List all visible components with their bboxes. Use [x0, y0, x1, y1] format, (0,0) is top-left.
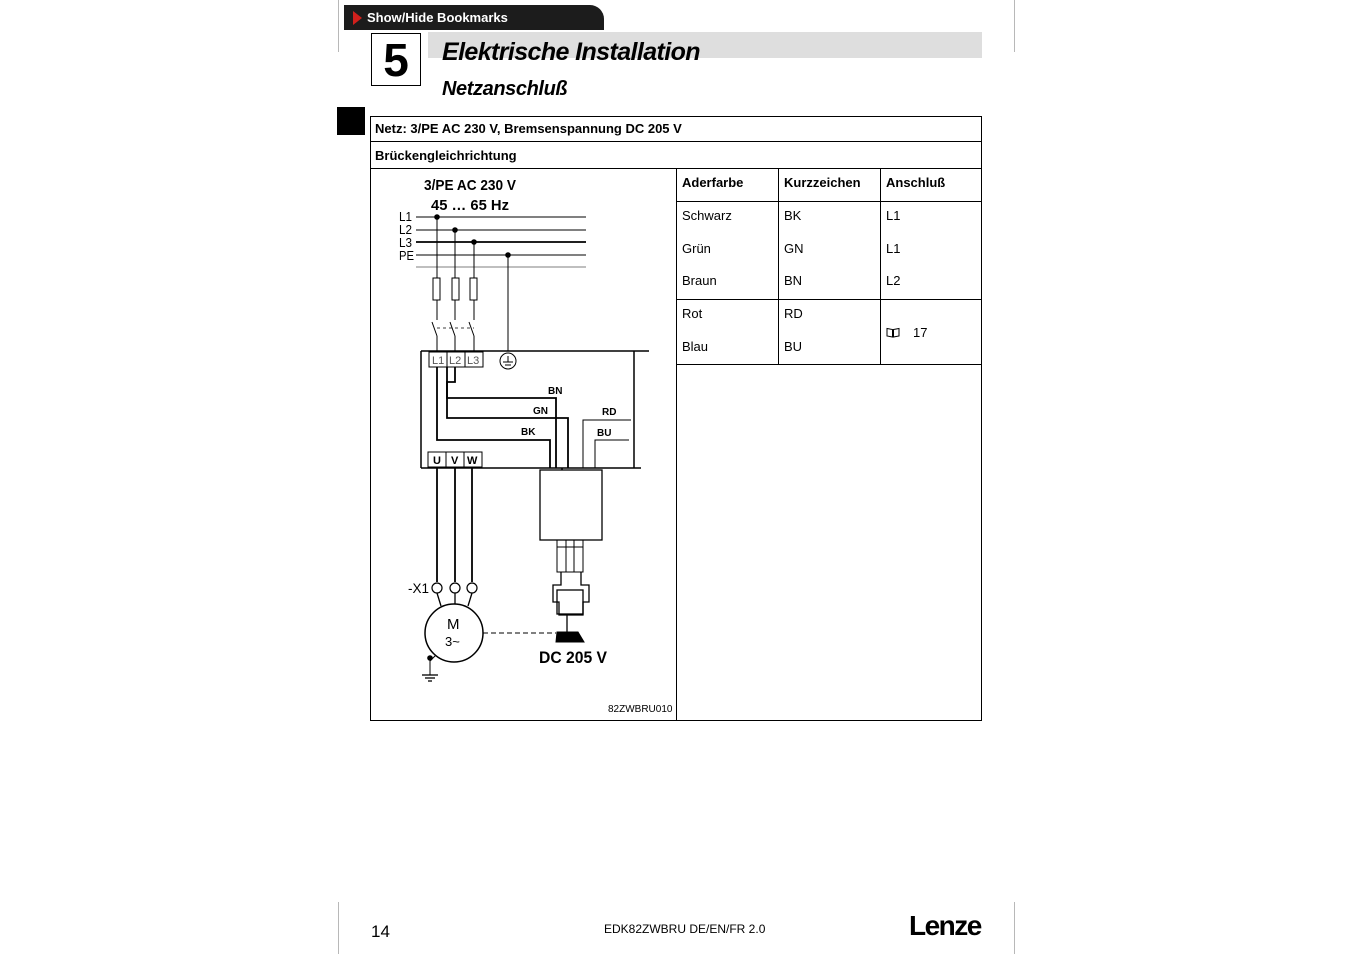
terminal-in-l1: L1: [432, 355, 445, 367]
chapter-number: 5: [371, 33, 421, 86]
table-row-2-farbe: Grün: [682, 241, 711, 256]
page-reference[interactable]: [886, 325, 927, 340]
table-row-1-kurz: BK: [784, 208, 802, 223]
table-header-rectifier: Brückengleichrichtung: [370, 142, 982, 169]
page-right-rule-top: [1014, 0, 1015, 52]
line-label-l1: L1: [399, 209, 412, 224]
divider-group1: [676, 299, 982, 300]
line-label-l2: L2: [399, 222, 412, 237]
page-title: Elektrische Installation: [442, 38, 700, 66]
terminal-out-v: V: [451, 455, 459, 467]
connector-label: -X1: [408, 580, 430, 596]
col-header-kurzzeichen: Kurzzeichen: [784, 175, 861, 190]
diagram-code: 82ZWBRU010: [608, 704, 673, 715]
terminal-in-l3: L3: [467, 355, 480, 367]
page-left-rule-top: [338, 0, 339, 52]
terminal-out-u: U: [433, 455, 441, 467]
col-header-aderfarbe: Aderfarbe: [682, 175, 744, 190]
table-row-1-anschluss: L1: [886, 208, 901, 223]
show-hide-bookmarks-button[interactable]: [344, 5, 604, 30]
page-left-rule-bottom: [338, 902, 339, 954]
book-icon: [886, 327, 900, 338]
motor-label: M: [447, 616, 460, 633]
supply-label: 3/PE AC 230 V: [424, 177, 516, 194]
table-row-5-kurz: BU: [784, 339, 803, 354]
divider-col2: [880, 169, 881, 365]
divider-diagram: [676, 169, 677, 721]
table-row-5-farbe: Blau: [682, 339, 709, 354]
page-right-rule-bottom: [1014, 902, 1015, 954]
table-row-1-farbe: Schwarz: [682, 208, 732, 223]
table-row-2-anschluss: L1: [886, 241, 901, 256]
line-label-l3: L3: [399, 235, 412, 250]
wire-label-gn: GN: [533, 406, 548, 417]
page-subtitle: Netzanschluß: [442, 78, 568, 100]
table-row-3-farbe: Braun: [682, 273, 717, 288]
table-header-supply: Netz: 3/PE AC 230 V, Bremsenspannung DC 205 V: [370, 116, 982, 142]
wire-label-rd: RD: [602, 407, 617, 418]
divider-group2: [676, 364, 982, 365]
brake-voltage-label: DC 205 V: [539, 648, 608, 667]
table-row-3-anschluss: L2: [886, 273, 901, 288]
col-header-anschluss: Anschluß: [886, 175, 946, 190]
divider-colheader: [676, 201, 982, 202]
wire-label-bu: BU: [597, 428, 612, 439]
table-row-4-farbe: Rot: [682, 306, 703, 321]
wire-label-bn: BN: [548, 386, 563, 397]
bookmarks-label: Show/Hide Bookmarks: [367, 10, 508, 25]
section-marker: [337, 107, 365, 135]
wire-label-bk: BK: [521, 427, 536, 438]
wiring-diagram: [371, 170, 676, 720]
triangle-right-icon: [353, 11, 362, 25]
document-id: EDK82ZWBRU DE/EN/FR 2.0: [604, 922, 766, 936]
divider-col1: [778, 169, 779, 365]
terminal-in-l2: L2: [449, 355, 462, 367]
table-row-4-kurz: RD: [784, 306, 803, 321]
line-label-pe: PE: [399, 248, 415, 263]
table-row-3-kurz: BN: [784, 273, 803, 288]
motor-phase-label: 3~: [445, 634, 460, 649]
terminal-out-w: W: [467, 455, 478, 467]
page-reference-number: 17: [913, 325, 928, 340]
frequency-label: 45 … 65 Hz: [431, 197, 509, 214]
lenze-logo: Lenze: [909, 910, 981, 941]
table-row-2-kurz: GN: [784, 241, 804, 256]
page-number: 14: [371, 922, 390, 941]
